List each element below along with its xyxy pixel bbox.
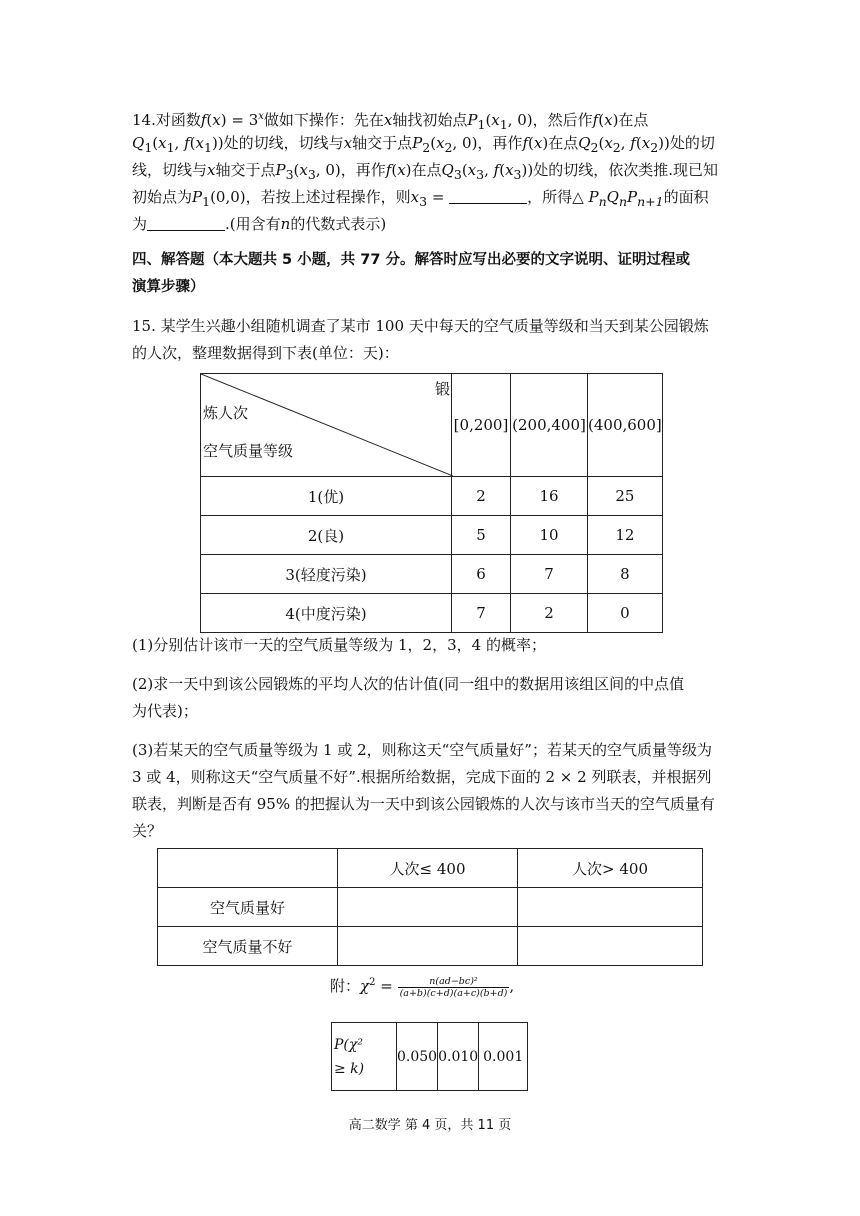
- col-header: (200,400]: [511, 374, 588, 477]
- cell: 12: [588, 516, 663, 555]
- cell: 5: [452, 516, 511, 555]
- cell: 25: [588, 477, 663, 516]
- col-header: [0,200]: [452, 374, 511, 477]
- table-row: [201, 516, 663, 555]
- contingency-table: [157, 848, 703, 966]
- cell: 0.010: [438, 1023, 479, 1091]
- col-header: (400,600]: [588, 374, 663, 477]
- col-header: 人次≤ 400: [338, 849, 518, 888]
- page-footer: 高二数学 第 4 页，共 11 页: [348, 1118, 512, 1133]
- q14-line-3: 线，切线与x轴交于点$P_3(x_3$, 0)，再作f(x)在点$Q_3(x_3$, $f(x_3)$)处的切线，依次类推.现已知: [132, 161, 718, 182]
- table-corner-header: [201, 374, 452, 477]
- answer-cell[interactable]: [518, 888, 703, 927]
- cell: 6: [452, 555, 511, 594]
- table-row: [158, 888, 703, 927]
- corner-label-top: 锻: [435, 380, 451, 398]
- answer-cell[interactable]: [338, 927, 518, 966]
- cell: 10: [511, 516, 588, 555]
- table-row: [158, 927, 703, 966]
- q14-line-4: 初始点为$P_1(0,0)$，若按上述过程操作，则$x_3$ = ，所得△ $P_nQ_nP_{n+1}$的面积: [132, 188, 709, 209]
- cell: 2: [452, 477, 511, 516]
- probability-label: P(χ² ≥ k): [332, 1023, 397, 1091]
- cell: 8: [588, 555, 663, 594]
- answer-cell[interactable]: [518, 927, 703, 966]
- table-row: [201, 555, 663, 594]
- section-4-heading: 四、解答题（本大题共 5 小题，共 77 分。解答时应写出必要的文字说明、证明过程或: [132, 252, 690, 268]
- row-label: 2(良): [201, 516, 452, 555]
- formula-prefix: 附：: [330, 977, 361, 995]
- row-label: 4(中度污染): [201, 594, 452, 633]
- cell: 7: [511, 555, 588, 594]
- cell: 2: [511, 594, 588, 633]
- cell: 0: [588, 594, 663, 633]
- col-header: 人次> 400: [518, 849, 703, 888]
- q14-line-5: 为 .(用含有n的代数式表示): [132, 215, 387, 233]
- table-row: [201, 477, 663, 516]
- q15-part-1: (1)分别估计该市一天的空气质量等级为 1，2，3，4 的概率；: [132, 636, 546, 654]
- formula-fraction: [398, 976, 510, 999]
- q15-part-3-line-2: 3 或 4，则称这天“空气质量不好”.根据所给数据，完成下面的 2 × 2 列联表，并根据列: [132, 768, 712, 786]
- air-quality-table: [200, 373, 663, 633]
- q15-part-3-line-3: 联表，判断是否有 95% 的把握认为一天中到该公园锻炼的人次与该市当天的空气质量有: [132, 795, 715, 813]
- q14-line-2: $Q_1(x_1$, $f(x_1)$)处的切线，切线与x轴交于点$P_2(x_2$, 0)，再作f(x)在点$Q_2(x_2$, $f(x_2)$)处的切: [132, 134, 715, 155]
- q15-intro-2: 的人次，整理数据得到下表(单位：天)：: [132, 344, 399, 362]
- q15-part-2-line-1: (2)求一天中到该公园锻炼的平均人次的估计值(同一组中的数据用该组区间的中点值: [132, 675, 685, 693]
- section-4-heading-cont: 演算步骤）: [132, 279, 205, 295]
- table-row: [201, 594, 663, 633]
- row-label: 1(优): [201, 477, 452, 516]
- cell: 16: [511, 477, 588, 516]
- critical-value-table: [331, 1022, 528, 1091]
- cell: 0.001: [479, 1023, 528, 1091]
- q15-intro-1: 15. 某学生兴趣小组随机调查了某市 100 天中每天的空气质量等级和当天到某公园锻炼: [132, 317, 709, 335]
- q15-part-3-line-4: 关？: [132, 822, 163, 840]
- row-label: 空气质量不好: [158, 927, 338, 966]
- cell: 7: [452, 594, 511, 633]
- answer-cell[interactable]: [338, 888, 518, 927]
- formula-denominator: (a+b)(c+d)(a+c)(b+d): [399, 987, 508, 999]
- row-label: 3(轻度污染): [201, 555, 452, 594]
- answer-blank-area[interactable]: [147, 214, 225, 231]
- cell: 0.050: [397, 1023, 438, 1091]
- q15-part-3-line-1: (3)若某天的空气质量等级为 1 或 2，则称这天“空气质量好”；若某天的空气质量等级为: [132, 741, 712, 759]
- corner-label-bottom: 空气质量等级: [203, 442, 294, 460]
- row-label: 空气质量好: [158, 888, 338, 927]
- corner-cell: [158, 849, 338, 888]
- q14-line-1: 14.对函数$f(x) = 3^x$做如下操作：先在x轴找初始点$P_1(x_1$, 0)，然后作f(x)在点: [132, 111, 649, 132]
- chi-square-formula: 附：$\chi^2$ = $\frac{\text{n(ad−bc)²}}{(a+b)(c+d)(a+c)(b+d)}$ ,: [330, 975, 515, 999]
- corner-label-mid: 炼人次: [203, 404, 249, 422]
- answer-blank-x3[interactable]: [449, 187, 527, 204]
- formula-numerator: n(ad−bc)²: [398, 976, 510, 988]
- q15-part-2-line-2: 为代表)；: [132, 702, 198, 720]
